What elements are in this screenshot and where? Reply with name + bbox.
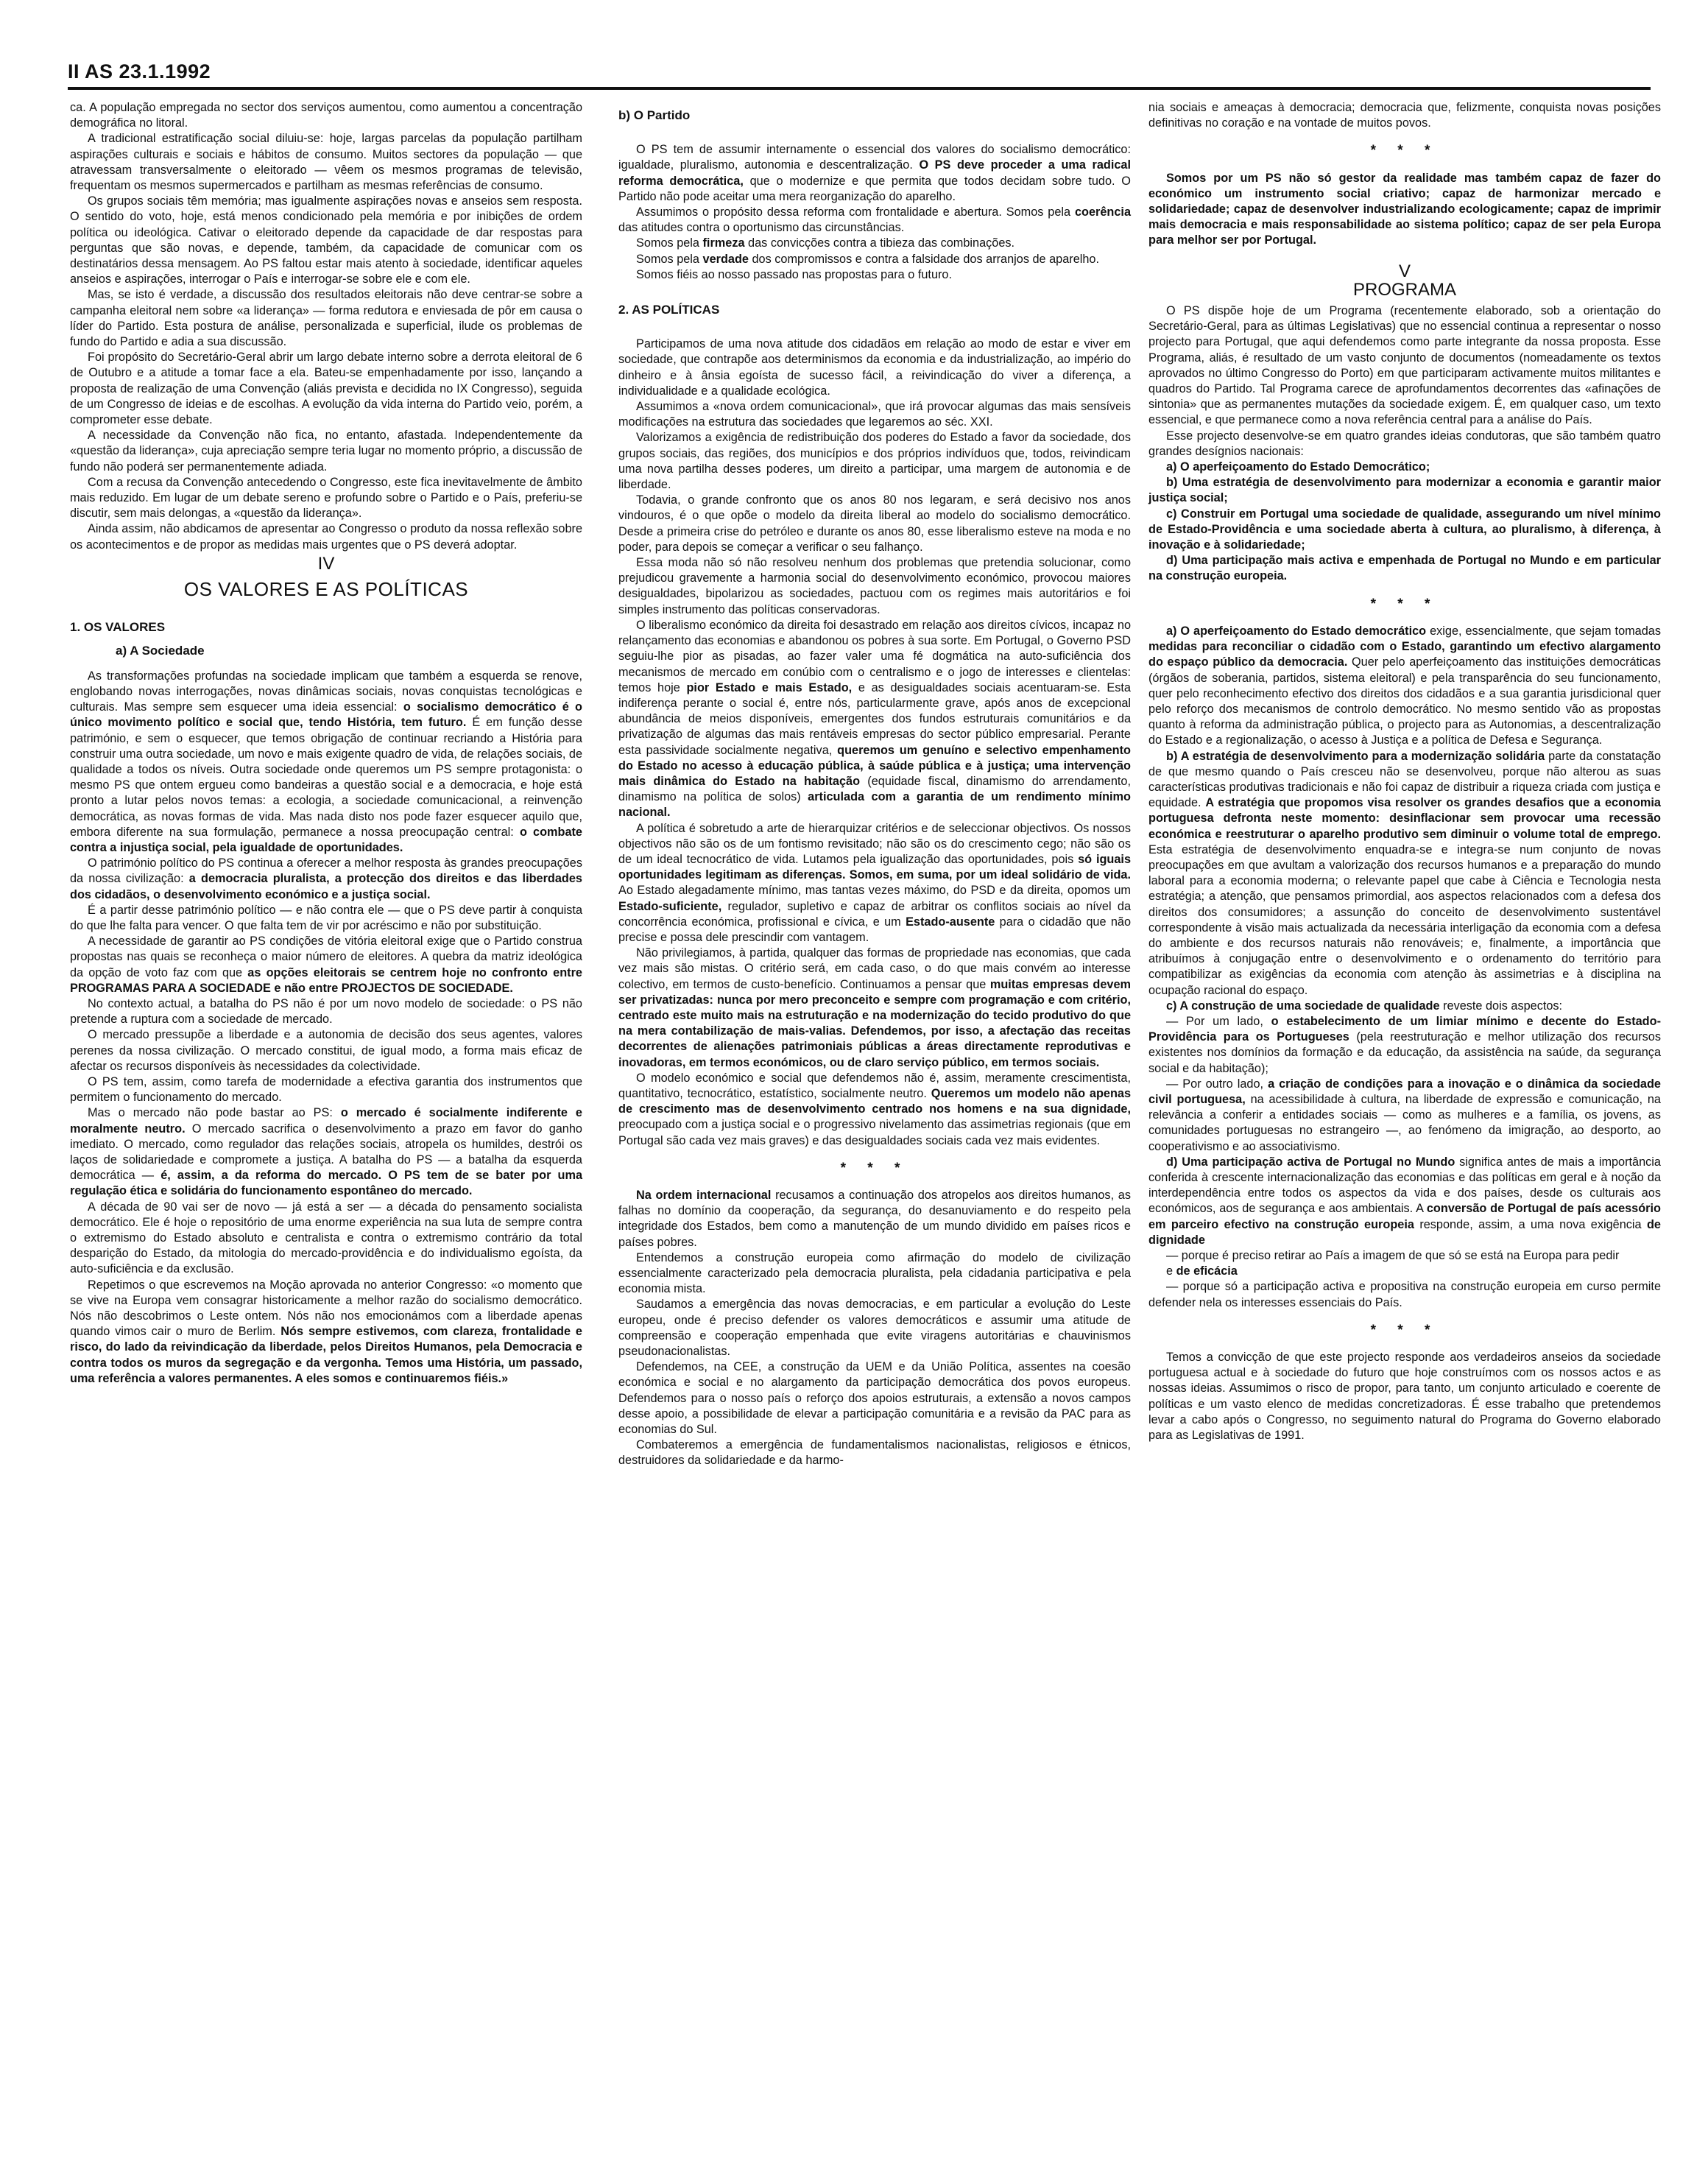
section-separator: * * * [1370, 143, 1439, 159]
paragraph: Assumimos o propósito dessa reforma com frontalidade e abertura. Somos pela coerência das atitudes contra o oportunismo das circunstâncias. [618, 205, 1131, 235]
subsection-heading: 2. AS POLÍTICAS [618, 303, 720, 317]
paragraph: Essa moda não só não resolveu nenhum dos problemas que pretendia solucionar, como prejudicou gravemente a harmonia social do desenvolvimento económico, provocou maiores desigualdades, bipolarizou as sociedades, pactuou com os regimes mais autoritários e foi simples instrumento das políticas conservadoras. [618, 556, 1131, 616]
paragraph: O património político do PS continua a oferecer a melhor resposta às grandes preocupações da nossa civilização: a democracia pluralista, a protecção dos direitos e das liberdades dos cidadãos, o desenvolvimento económico e a justiça social. [70, 856, 582, 901]
list-item: d) Uma participação mais activa e empenhada de Portugal no Mundo e em particular na construção europeia. [1148, 554, 1661, 583]
column-2 [618, 100, 1131, 1469]
paragraph: nia sociais e ameaças à democracia; democracia que, felizmente, conquista novas posições definitivas no coração e na vontade de muitos povos. [1148, 101, 1661, 130]
paragraph: É a partir desse património político — e não contra ele — que o PS deve partir à conquista do que lhe falta para vencer. O que falta tem de vir por acréscimo e não por substituição. [70, 903, 582, 932]
paragraph: c) A construção de uma sociedade de qualidade reveste dois aspectos: [1166, 999, 1563, 1013]
header-rule [68, 87, 1651, 90]
section-number: V [1398, 261, 1411, 281]
paragraph: Ainda assim, não abdicamos de apresentar ao Congresso o produto da nossa reflexão sobre os acontecimentos e de propor as medidas mais urgentes que o PS deverá adoptar. [70, 522, 582, 552]
paragraph: O PS tem, assim, como tarefa de modernidade a efectiva garantia dos instrumentos que permitem o funcionamento do mercado. [70, 1074, 582, 1105]
paragraph: A necessidade da Convenção não fica, no entanto, afastada. Independentemente da «questão da liderança», cuja apreciação sempre teria lugar no momento próprio, a discussão de fundo não poderá ser permanentemente adiada. [70, 429, 582, 474]
list-item: a) O aperfeiçoamento do Estado Democrático; [1166, 460, 1430, 474]
paragraph: As transformações profundas na sociedade implicam que também a esquerda se renove, englobando novas interrogações, novas dinâmicas sociais, novas conquistas tecnológicas e culturais. Mas sempre sem esquecer uma ideia essencial: o socialismo democrático é o único movimento político e social que, tendo História, tem futuro. É em função desse património, e sem o esquecer, que temos obrigação de continuar recriando a História para construir uma outra sociedade, um novo e mais exigente quadro de vida, de relações sociais, de qualidade a todos os níveis. Outra sociedade onde queremos um PS sempre protagonista: o mesmo PS que ontem ergueu como bandeiras a questão social e a democracia, e hoje está pronto a lutar pelos novos temas: a ecologia, a sociedade comunicacional, a reinvenção democrática, as novas formas de vida. Mas nada disto nos pode fazer esquecer aquilo que, embora diferente na sua formulação, permanece a nossa preocupação central: o combate contra a injustiça social, pela igualdade de oportunidades. [70, 669, 583, 854]
paragraph: Assumimos a «nova ordem comunicacional», que irá provocar algumas das mais sensíveis modificações na estrutura das sociedades que legaremos ao séc. XXI. [618, 400, 1131, 429]
paragraph: O PS dispõe hoje de um Programa (recentemente elaborado, sob a orientação do Secretário-Geral, para as últimas Legislativas) que no essencial continua a representar o nosso projecto para Portugal, que aqui defendemos como parte integrante da nossa proposta. Esse Programa, aliás, é resultado de um vasto conjunto de documentos (nomeadamente os textos aprovados no último Congresso do Porto) em que participaram activamente muitos militantes e quadros do Partido. Tal Programa carece de aprofundamentos decorrentes das «afinações de sintonia» que as permanentes mutações da sociedade exigem. É, em qualquer caso, um texto essencial, e que permanece como a nova referência central para a análise do País. [1148, 304, 1661, 427]
paragraph: — porque só a participação activa e propositiva na construção europeia em curso permite defender nela os interesses essenciais do País. [1148, 1280, 1661, 1309]
paragraph: Defendemos, na CEE, a construção da UEM e da União Política, assentes na coesão económica e social e no alargamento da participação democrática dos povos europeus. Defendemos para o nosso país o reforço dos apoios estruturais, a extensão a novos campos desse apoio, a possibilidade de elevar a participação comunitária e a revisão da PAC para as economias do Sul. [618, 1360, 1131, 1437]
paragraph: Com a recusa da Convenção antecedendo o Congresso, este fica inevitavelmente de âmbito mais reduzido. Em lugar de um debate sereno e profundo sobre o Partido e o País, preferiu-se discutir, sem mais delongas, a «questão da liderança». [70, 475, 582, 521]
section-number: IV [317, 553, 335, 574]
paragraph: Repetimos o que escrevemos na Moção aprovada no anterior Congresso: «o momento que se vive na Europa vem consagrar historicamente a melhor razão do socialismo democrático. Nós não descobrimos o Leste ontem. Nós não nos emocionámos com a liberdade apenas quando vimos cair o muro de Berlim. Nós sempre estivemos, com clareza, frontalidade e risco, do lado da reivindicação da liberdade, pelos Direitos Humanos, pela Democracia e contra todos os muros da segregação e da vergonha. Temos uma História, um passado, uma referência a valores permanentes. A eles somos e continuaremos fiéis.» [70, 1278, 582, 1385]
paragraph-bold: Somos por um PS não só gestor da realidade mas também capaz de fazer do económico um instrumento social criativo; capaz de harmonizar mercado e solidariedade; capaz de desenvolver industrializando ecologicamente; capaz de imprimir mais democracia e mais responsabilidade ao sistema político; capaz de ser pela Europa para melhor ser por Portugal. [1148, 171, 1661, 247]
paragraph: Esse projecto desenvolve-se em quatro grandes ideias condutoras, que são também quatro grandes desígnios nacionais: [1148, 429, 1661, 458]
paragraph: Participamos de uma nova atitude dos cidadãos em relação ao modo de estar e viver em sociedade, que contrapõe aos determinismos da economia e da industrialização, ao império do dinheiro e à ânsia egoísta de sucesso fácil, a reivindicação do viver a diferença, a individualidade e a qualidade ecológica. [618, 337, 1131, 398]
paragraph: Todavia, o grande confronto que os anos 80 nos legaram, e será decisivo nos anos vindouros, é o que opõe o modelo da direita liberal ao modelo do socialismo democrático. Desde a primeira crise do petróleo e durante os anos 80, esse liberalismo esteve na moda e no poder, para depois se começar a verificar o seu falhanço. [618, 493, 1131, 554]
paragraph: Na ordem internacional recusamos a continuação dos atropelos aos direitos humanos, as falhas no domínio da cooperação, da segurança, do desanuviamento e do respeito pela integridade dos Estados, bem como a manutenção de um mundo dividido em países ricos e países pobres. [618, 1189, 1132, 1249]
paragraph: Entendemos a construção europeia como afirmação do modelo de civilização essencialmente caracterizado pela democracia pluralista, pela cidadania participativa e pela economia mista. [618, 1250, 1131, 1296]
paragraph: e de eficácia [1166, 1264, 1238, 1278]
paragraph: O modelo económico e social que defendemos não é, assim, meramente crescimentista, quantitativo, tecnocrático, estatístico, socialmente neutro. Queremos um modelo não apenas de crescimento mas de desenvolvimento centrado nos homens e na sua dignidade, preocupado com a justiça social e o progressivo nivelamento das assimetrias regionais (que em Portugal são cada vez mais graves) e das desigualdades sociais cada vez mais evidentes. [618, 1071, 1131, 1147]
paragraph: Combateremos a emergência de fundamentalismos nacionalistas, religiosos e étnicos, destruidores da solidariedade e da harmo- [618, 1438, 1131, 1468]
list-item: c) Construir em Portugal uma sociedade de qualidade, assegurando um nível mínimo de Estado-Providência e uma sociedade aberta à cultura, ao pluralismo, à diferença, à inovação e à solidariedade; [1148, 507, 1661, 552]
subsection-subheading: a) A Sociedade [116, 643, 205, 658]
column-1 [70, 100, 582, 1387]
subsection-subheading: b) O Partido [618, 108, 691, 122]
paragraph: Os grupos sociais têm memória; mas igualmente aspirações novas e anseios sem resposta. O sentido do voto, hoje, está menos condicionado pela memória e por inibições de ordem política ou ideológica. Cativar o eleitorado depende da capacidade de dar respostas para perguntas que são novas, e depende, também, da capacidade de comunicar com os destinatários dessa mensagem. Ao PS faltou estar mais atento à sociedade, identificar aqueles anseios e aspirações, interrogar o País e interrogar-se sobre ele e com ele. [70, 194, 582, 286]
paragraph: A política é sobretudo a arte de hierarquizar critérios e de seleccionar objectivos. Os nossos objectivos não são os de um fontismo revisitado; não são os do crescimento cego; não são os de um ideal tecnocrático de vida. Lutamos pela igualização das oportunidades, pois só iguais oportunidades legitimam as diferenças. Somos, em suma, por um ideal solidário de vida. Ao Estado alegadamente mínimo, mas tantas vezes máximo, do PSD e da direita, opomos um Estado-suficiente, regulador, supletivo e capaz de arbitrar os conflitos sociais ao nível da concorrência económica, profissional e cívica, e um Estado-ausente para o cidadão que não precise e possa dele prescindir com vantagem. [618, 821, 1132, 944]
subsection-heading: 1. OS VALORES [70, 620, 166, 635]
paragraph: Somos pela verdade dos compromissos e contra a falsidade dos arranjos de aparelho. [636, 252, 1100, 266]
paragraph: Saudamos a emergência das novas democracias, e em particular a evolução do Leste europeu, onde é preciso defender os valores democráticos e assumir uma atitude de compreensão e cooperação empenhada que evite viragens autoritárias e chauvinismos pseudonacionalistas. [618, 1298, 1131, 1359]
paragraph: — porque é preciso retirar ao País a imagem de que só se está na Europa para pedir [1166, 1249, 1620, 1263]
paragraph: Temos a convicção de que este projecto responde aos verdadeiros anseios da sociedade portuguesa actual e à sociedade do futuro que hoje construímos com os nossos actos e as nossas ideias. Assumimos o risco de propor, para tanto, um conjunto articulado e coerente de políticas e um vasto elenco de medidas concretizadoras. É esse trabalho que pretendemos levar a cabo após o Congresso, no seguimento natural do Programa do Governo elaborado para as Legislativas de 1991. [1148, 1351, 1661, 1443]
paragraph: O liberalismo económico da direita foi desastrado em relação aos direitos cívicos, incapaz no relançamento das economias e abandonou os pobres à sua sorte. Em Portugal, o Governo PSD seguiu-lhe pior as pisadas, ao fazer valer uma fé dogmática na auto-suficiência dos mecanismos de mercado em conúbio com o centralismo e o jogo de interesses e clientelas: temos hoje pior Estado e mais Estado, e as desigualdades sociais acentuaram-se. Esta indiferença perante o social é, entre nós, particularmente grave, após anos de excepcional abundância de meios disponíveis, emergentes dos fundos estruturais comunitários e da privatização de algumas das mais rentáveis empresas do sector público empresarial. Perante esta passividade socialmente negativa, queremos um genuíno e selectivo empenhamento do Estado no acesso à educação pública, à saúde pública e à justiça; uma intervenção mais dinâmica do Estado na habitação (equidade fiscal, dinamismo do arrendamento, dinamismo na política de solos) articulada com a garantia de um rendimento mínimo nacional. [618, 618, 1131, 820]
paragraph: Mas, se isto é verdade, a discussão dos resultados eleitorais não deve centrar-se sobre a campanha eleitoral nem sobre «a liderança» — forma redutora e enviesada de pôr em causa o líder do Partido. Esta postura de análise, personalizada e superficial, ilude os problemas de fundo do Partido e adia a sua discussão. [70, 288, 582, 349]
paragraph: O PS tem de assumir internamente o essencial dos valores do socialismo democrático: igualdade, pluralismo, autonomia e descentralização. O PS deve proceder a uma radical reforma democrática, que o modernize e que permita que todos decidam sobre tudo. O Partido não pode aceitar uma mera reorganização do aparelho. [618, 143, 1131, 203]
page-header-label: II AS 23.1.1992 [68, 60, 211, 82]
paragraph: Somos pela firmeza das convicções contra a tibieza das combinações. [636, 236, 1015, 250]
page-header [68, 60, 1651, 83]
paragraph: Não privilegiamos, à partida, qualquer das formas de propriedade nas economias, que cada vez mais são mistas. O critério será, em cada caso, o do que mais convém ao interesse colectivo, em termos de custo-benefício. Continuamos a pensar que muitas empresas devem ser privatizadas: nunca por mero preconceito e sempre com programação e com critério, centrado este muito mais na estruturação e na modernização do tecido produtivo do que na mera contabilização de mais-valias. Defendemos, por isso, a afectação das receitas decorrentes de alienações patrimoniais públicas a áreas directamente reprodutivas e inovadoras, em termos económicos, ou de claro serviço público, em termos sociais. [618, 946, 1131, 1069]
paragraph: Mas o mercado não pode bastar ao PS: o mercado é socialmente indiferente e moralmente neutro. O mercado sacrifica o desenvolvimento a prazo em favor do ganho imediato. O mercado, como regulador das relações sociais, atropela os humildes, destrói os laços de solidariedade e compromete a justiça. A batalha do PS — a batalha da esquerda democrática — é, assim, a da reforma do mercado. O PS tem de se bater por uma regulação ética e solidária do funcionamento espontâneo do mercado. [70, 1106, 582, 1198]
section-title: OS VALORES E AS POLÍTICAS [183, 578, 469, 601]
section-title: PROGRAMA [1352, 279, 1456, 300]
section-separator: * * * [840, 1160, 909, 1176]
paragraph: No contexto actual, a batalha do PS não é por um novo modelo de sociedade: o PS não pretende a ruptura com a sociedade de mercado. [70, 996, 582, 1027]
paragraph: Valorizamos a exigência de redistribuição dos poderes do Estado a favor da sociedade, dos grupos sociais, das regiões, dos municípios e dos próprios indivíduos que, todos, reivindicam uma nova partilha desses poderes, um direito a participar, uma margem de autonomia e de liberdade. [618, 431, 1131, 492]
paragraph: — Por um lado, o estabelecimento de um limiar mínimo e decente do Estado-Providência para os Portugueses (pela reestruturação e melhor utilização dos recursos existentes nos domínios da formação e da educação, da assistência na saúde, da segurança social e da habitação); [1148, 1014, 1661, 1075]
paragraph: — Por outro lado, a criação de condições para a inovação e o dinâmica da sociedade civil portuguesa, na acessibilidade à cultura, na liberdade de expressão e comunicação, na relevância a conferir a entidades sociais — como as mulheres e a família, os jovens, as comunidades portuguesas no estrangeiro —, ao fenómeno da imigração, ao desporto, ao cooperativismo e ao associativismo. [1148, 1077, 1661, 1153]
column-3 [1148, 100, 1661, 1443]
list-item: b) Uma estratégia de desenvolvimento para modernizar a economia e garantir maior justiça social; [1148, 476, 1661, 505]
paragraph: Foi propósito do Secretário-Geral abrir um largo debate interno sobre a derrota eleitoral de 6 de Outubro e a atitude a tomar face a ela. Bateu-se empenhadamente por isso, lançando a proposta de realização de uma Convenção (aliás prevista e decidida no IX Congresso), seguida de um Congresso de ideias e de escolhas. A evolução da vida interna do Partido veio, porém, a comprometer esse debate. [70, 351, 582, 427]
section-separator: * * * [1370, 1322, 1439, 1338]
paragraph: ca. A população empregada no sector dos serviços aumentou, como aumentou a concentração demográfica no litoral. [70, 101, 582, 130]
section-separator: * * * [1370, 596, 1439, 612]
paragraph: d) Uma participação activa de Portugal no Mundo significa antes de mais a importância conferida à crescente internacionalização das economias e das políticas em geral e à noção da interdependência entre todos os aspectos da vida e dos países, desde os culturais aos económicos, aos de segurança e aos ambientais. A conversão de Portugal de país acessório em parceiro efectivo na construção europeia responde, assim, a uma nova exigência de dignidade [1148, 1155, 1661, 1247]
paragraph: A década de 90 vai ser de novo — já está a ser — a década do pensamento socialista democrático. Ele é hoje o repositório de uma enorme experiência na sua luta de sempre contra o extremismo do Estado absoluto e centralista e contra o extremismo contrário da total desparição do Estado, da mitologia do mercado-providência e do individualismo egoísta, da auto-suficiência e da exclusão. [70, 1200, 582, 1276]
paragraph: A necessidade de garantir ao PS condições de vitória eleitoral exige que o Partido construa propostas nas quais se reconheça o maior número de eleitores. A quebra da matriz ideológica da opção de voto faz com que as opções eleitorais se centrem hoje no confronto entre PROGRAMAS PARA A SOCIEDADE e não entre PROJECTOS DE SOCIEDADE. [70, 935, 582, 995]
paragraph: b) A estratégia de desenvolvimento para a modernização solidária parte da constatação de que mesmo quando o País cresceu não se desenvolveu, porque não alterou as suas características produtivas tradicionais e não foi capaz de distribuir a riqueza criada com justiça e equidade. A estratégia que propomos visa resolver os grandes desafios que a economia portuguesa defronta neste momento: desinflacionar sem provocar uma recessão económica e reestruturar o aparelho produtivo sem diminuir o volume total de emprego. Esta estratégia de desenvolvimento enquadra-se e integra-se num conjunto de novas preocupações em que avultam a valorização dos recursos humanos e a preparação do mundo laboral para a economia moderna; o relevante papel que cabe à Ciência e Tecnologia nesta estratégia; a atenção, que pensamos primordial, aos aspectos relacionados com a defesa dos direitos dos consumidores; a assunção do conceito de desenvolvimento sustentável correspondente à visão mais actualizada da necessária interligação da economia com a defesa do ambiente e dos recursos naturais não renováveis; e, finalmente, a importância que atribuímos à conjugação entre o desenvolvimento e o ordenamento do território para compatibilizar as exigências da economia com atenção às assimetrias e à disciplina na ocupação racional do espaço. [1148, 749, 1661, 997]
paragraph: A tradicional estratificação social diluiu-se: hoje, largas parcelas da população partilham aspirações culturais e sociais e hábitos de consumo. Muitos sectores da população — que atravessam transversalmente o eleitorado — vêem os mesmos programas de televisão, frequentam os mesmos supermercados e partilham as mesmas referências de consumo. [70, 132, 582, 193]
paragraph: O mercado pressupõe a liberdade e a autonomia de decisão dos seus agentes, valores perenes da nossa civilização. O mercado constitui, de igual modo, a forma mais eficaz de afectar os recursos disponíveis às necessidades da colectividade. [70, 1028, 582, 1073]
paragraph: a) O aperfeiçoamento do Estado democrático exige, essencialmente, que sejam tomadas medidas para reconciliar o cidadão com o Estado, garantindo um efectivo alargamento do espaço público da democracia. Quer pelo aperfeiçoamento das instituições democráticas (órgãos de soberania, partidos, sistema eleitoral) e pela transparência do seu funcionamento, quer pelo reconhecimento efectivo dos direitos dos cidadãos e a sua garantia jurisdicional quer pelo reforço dos mecanismos de controlo democrático. No mesmo sentido vão as propostas quanto à reforma da administração pública, o projecto para as Autonomias, a descentralização do Estado e a regionalização, o acesso à Justiça e a política de Defesa e Segurança. [1148, 624, 1661, 747]
paragraph: Somos fiéis ao nosso passado nas propostas para o futuro. [636, 267, 952, 281]
